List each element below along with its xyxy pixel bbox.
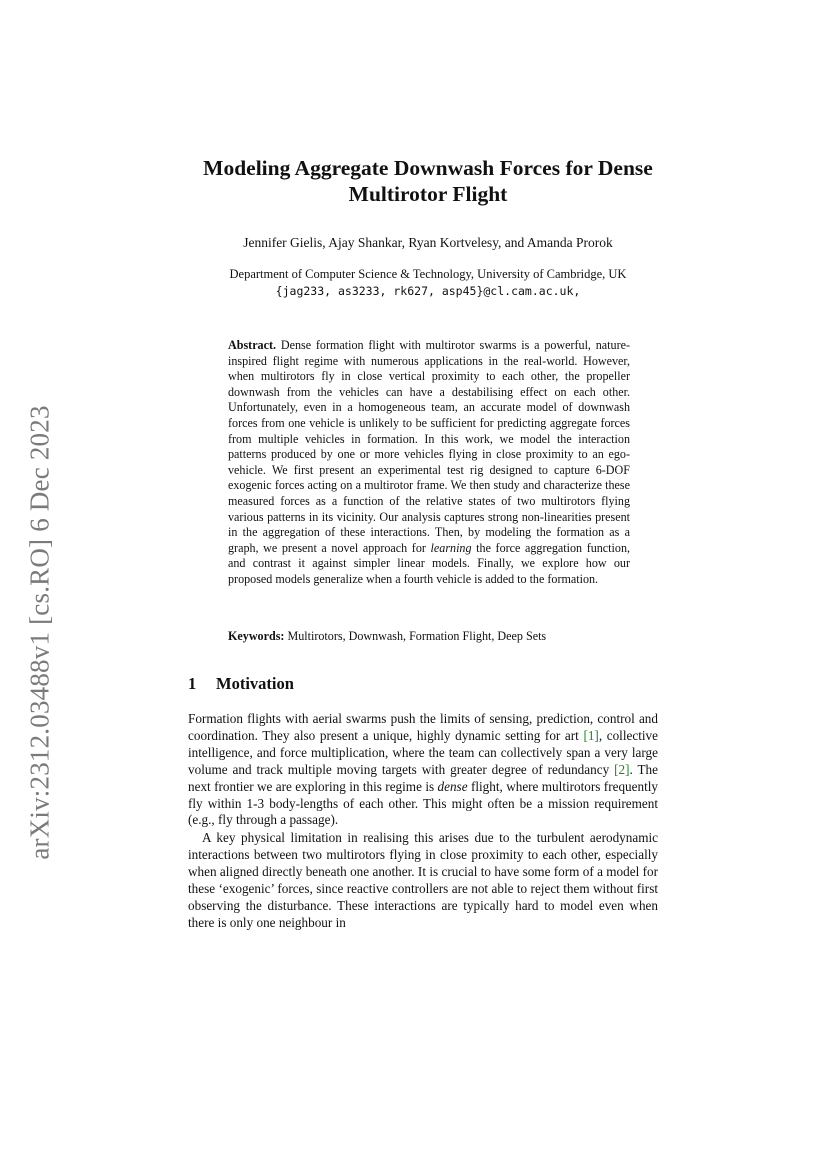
- abstract-text-part-2: the force aggregation function, and contrast it against simpler linear models. Finally, we explore how our proposed models generalize when a fourth vehicle is added to the formation.: [228, 540, 631, 586]
- citation-link-1[interactable]: [1]: [583, 727, 599, 743]
- keywords: [228, 629, 630, 644]
- keywords-label: Keywords:: [228, 629, 285, 643]
- citation-link-2[interactable]: [2]: [614, 761, 630, 777]
- section-title: Motivation: [216, 674, 294, 693]
- paragraph-1-part-b: , collective intelligence, and force multiplication, where the team can collectively span a very large volume and track multiple moving targets with greater degree of redundancy: [188, 727, 658, 777]
- abstract-emphasis: learning: [430, 540, 472, 555]
- affiliation: Department of Computer Science & Technology, University of Cambridge, UK: [229, 267, 627, 281]
- section-heading: [188, 674, 294, 694]
- keywords-text: Multirotors, Downwash, Formation Flight, Deep Sets: [287, 629, 547, 643]
- paragraph-1-part-c: . The next frontier we are exploring in this regime is: [188, 761, 658, 794]
- arxiv-sidebar: [20, 365, 60, 900]
- paragraph-1-part-d: flight, where multirotors frequently fly within 1-3 body-lengths of each other. This might often be a mission requirement (e.g., fly through a passage).: [188, 778, 658, 828]
- abstract-text-part-1: Dense formation flight with multirotor swarms is a powerful, nature-inspired flight regime with numerous applications in the real-world. However, when multirotors fly in close vertical proximity to each other, the propeller downwash from the vehicles can have a destabilising effect on each other. Unfortunately, even in a homogeneous team, an accurate model of downwash forces from one vehicle is unlikely to be sufficient for predicting aggregate forces from multiple vehicles in formation. In this work, we model the interaction patterns produced by one or more vehicles flying in close proximity to an ego-vehicle. We first present an experimental test rig designed to capture 6-DOF exogenic forces acting on a multirotor frame. We then study and characterize these measured forces as a function of the relative states of two multirotors flying various patterns in its vicinity. Our analysis captures strong non-linearities present in the aggregation of these interactions. Then, by modeling the formation as a graph, we present a novel approach for: [228, 338, 630, 555]
- abstract-label: Abstract.: [228, 338, 277, 352]
- affiliation-block: [130, 266, 726, 300]
- body-paragraph-2: A key physical limitation in realising this arises due to the turbulent aerodynamic interactions between two multirotors flying in close proximity to each other, especially when aligned directly beneath one another. It is crucial to have some form of a model for these ‘exogenic’ forces, since reactive controllers are not able to reject them without first observing the disturbance. These interactions are typically hard to model even when there is only one neighbour in: [188, 830, 658, 930]
- section-number: 1: [188, 674, 197, 693]
- paragraph-1-part-a: Formation flights with aerial swarms push the limits of sensing, prediction, control and coordination. They also present a unique, highly dynamic setting for art: [188, 711, 658, 743]
- paper-title: Modeling Aggregate Downwash Forces for Dense Multirotor Flight: [203, 156, 653, 206]
- author-list: Jennifer Gielis, Ajay Shankar, Ryan Kortvelesy, and Amanda Prorok: [243, 235, 613, 250]
- paragraph-1-emphasis: dense: [437, 778, 468, 794]
- abstract: [228, 338, 630, 588]
- author-emails: {jag233, as3233, rk627, asp45}@cl.cam.ac.uk,: [275, 284, 581, 298]
- arxiv-identifier: arXiv:2312.03488v1 [cs.RO] 6 Dec 2023: [24, 405, 55, 860]
- body-paragraph-1: [188, 711, 658, 829]
